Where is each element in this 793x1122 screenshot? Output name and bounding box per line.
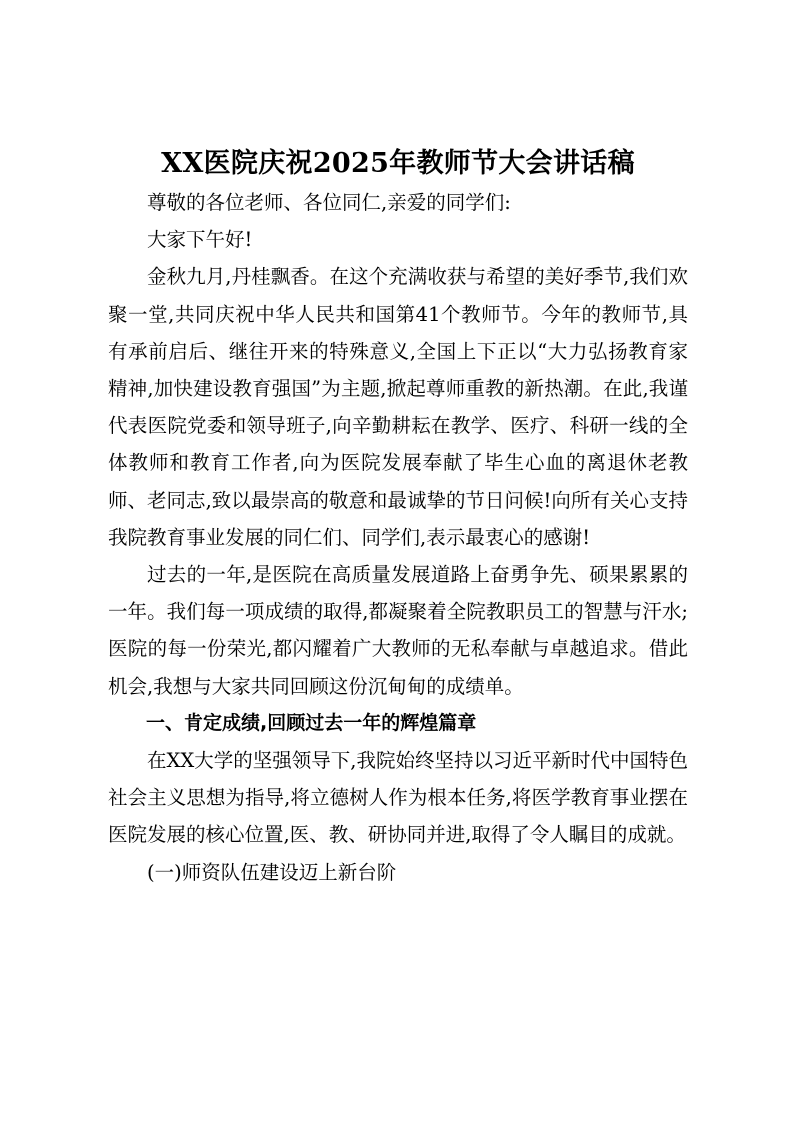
salutation-paragraph: 尊敬的各位老师、各位同仁,亲爱的同学们: <box>147 191 511 214</box>
body-paragraph: 过去的一年,是医院在高质量发展道路上奋勇争先、硕果累累的一年。我们每一项成绩的取得,都凝聚着全院教职员工的智慧与汗水;医院的每一份荣光,都闪耀着广大教师的无私奉献与卓越追求。借此机会,我想与大家共同回顾这份沉甸甸的成绩单。 <box>108 563 688 698</box>
body-paragraph: 金秋九月,丹桂飘香。在这个充满收获与希望的美好季节,我们欢聚一堂,共同庆祝中华人民共和国第41个教师节。今年的教师节,具有承前启后、继往开来的特殊意义,全国上下正以“大力弘扬教育家精神,加快建设教育强国”为主题,掀起尊师重教的新热潮。在此,我谨代表医院党委和领导班子,向辛勤耕耘在教学、医疗、科研一线的全体教师和教育工作者,向为医院发展奉献了毕生心血的离退休老教师、老同志,致以最崇高的敬意和最诚挚的节日问候!向所有关心支持我院教育事业发展的同仁们、同学们,表示最衷心的感谢! <box>108 265 688 549</box>
subsection-heading: (一)师资队伍建设迈上新台阶 <box>147 860 397 884</box>
document-body <box>108 184 688 891</box>
body-paragraph: 在XX大学的坚强领导下,我院始终坚持以习近平新时代中国特色社会主义思想为指导,将立德树人作为根本任务,将医学教育事业摆在医院发展的核心位置,医、教、研协同并进,取得了令人瞩目的成就。 <box>108 749 688 847</box>
section-heading: 一、肯定成绩,回顾过去一年的辉煌篇章 <box>146 711 477 734</box>
document-title: XX医院庆祝2025年教师节大会讲话稿 <box>161 148 635 179</box>
greeting-paragraph: 大家下午好! <box>147 228 253 252</box>
